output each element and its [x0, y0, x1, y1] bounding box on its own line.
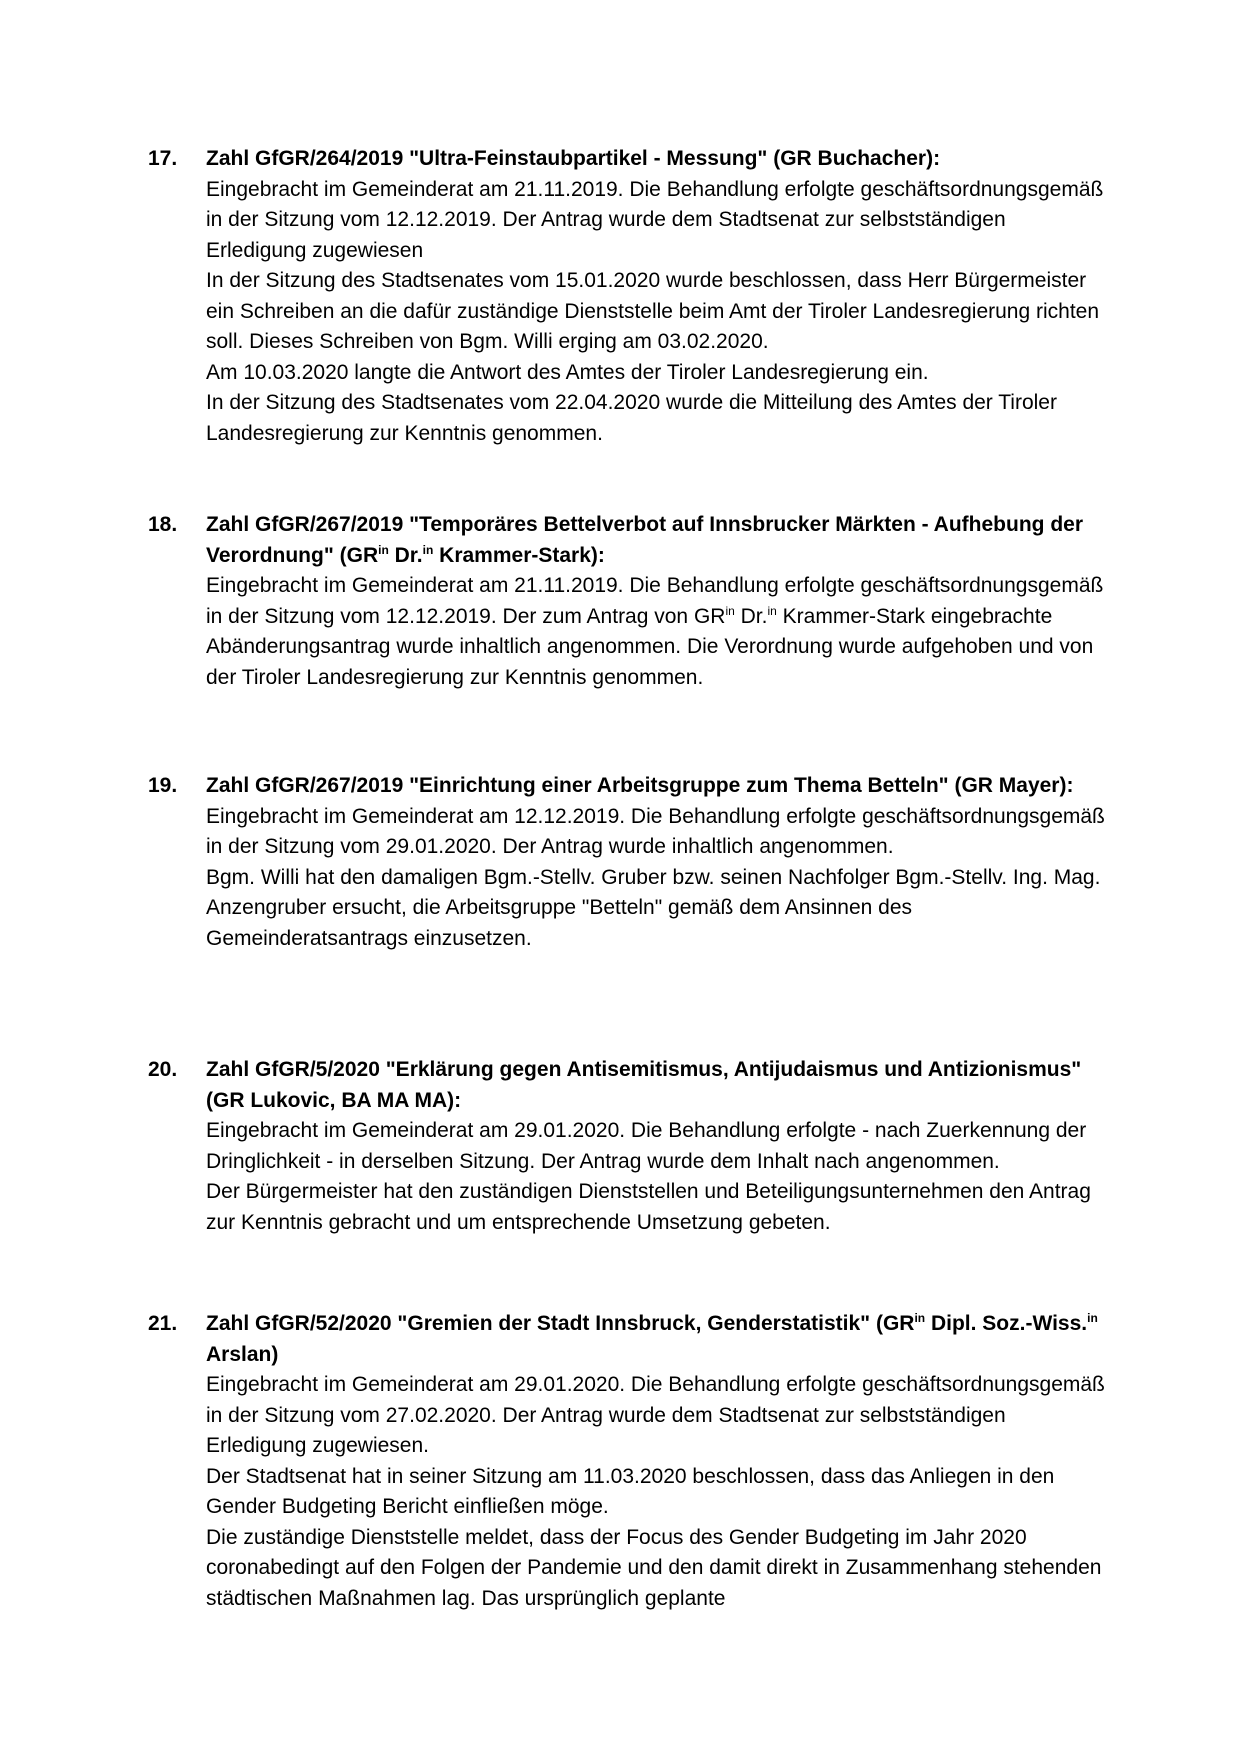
agenda-item-21 [148, 1309, 1108, 1614]
item-content [206, 1055, 1108, 1238]
item-title: Zahl GfGR/267/2019 "Temporäres Bettelverbot auf Innsbrucker Märkten - Aufhebung der Verordnung" ($GR^{in}$ Dr.$^{in}$ Krammer-Stark): [206, 513, 1083, 567]
item-content [206, 144, 1108, 449]
item-paragraph: Eingebracht im Gemeinderat am 29.01.2020. Die Behandlung erfolgte geschäftsordnungsgemäß in der Sitzung vom 27.02.2020. Der Antrag wurde dem Stadtsenat zur selbstständigen Erledigung zugewiesen. [206, 1373, 1105, 1457]
agenda-item-20 [148, 1055, 1108, 1238]
item-paragraph: Am 10.03.2020 langte die Antwort des Amtes der Tiroler Landesregierung ein. [206, 360, 929, 384]
agenda-item-17 [148, 144, 1108, 449]
item-content [206, 771, 1108, 954]
item-paragraph: Eingebracht im Gemeinderat am 29.01.2020. Die Behandlung erfolgte - nach Zuerkennung der Dringlichkeit - in derselben Sitzung. Der Antrag wurde dem Inhalt nach angenommen. [206, 1119, 1087, 1173]
item-paragraph: Der Stadtsenat hat in seiner Sitzung am 11.03.2020 beschlossen, dass das Anliegen in den Gender Budgeting Bericht einfließen möge. [206, 1464, 1055, 1518]
item-number: 21. [148, 1312, 178, 1335]
item-paragraph: Die zuständige Dienststelle meldet, dass der Focus des Gender Budgeting im Jahr 2020 coronabedingt auf den Folgen der Pandemie und den damit direkt in Zusammenhang stehenden städtischen Maßnahmen lag. Das ursprünglich geplante [206, 1525, 1102, 1610]
item-number: 19. [148, 774, 178, 797]
item-paragraph: Bgm. Willi hat den damaligen Bgm.-Stellv. Gruber bzw. seinen Nachfolger Bgm.-Stellv. Ing. Mag. Anzengruber ersucht, die Arbeitsgruppe "Betteln" gemäß dem Ansinnen des Gemeinderatsantrags einzusetzen. [206, 865, 1101, 950]
agenda-item-19 [148, 771, 1108, 954]
item-number: 18. [148, 513, 178, 536]
item-number: 20. [148, 1058, 178, 1081]
item-title: Zahl GfGR/5/2020 "Erklärung gegen Antisemitismus, Antijudaismus und Antizionismus" (GR Lukovic, BA MA MA): [206, 1058, 1082, 1112]
item-number: 17. [148, 147, 178, 170]
item-content [206, 510, 1108, 693]
item-title: Zahl GfGR/52/2020 "Gremien der Stadt Innsbruck, Genderstatistik" ($GR^{in}$ Dipl. Soz.-Wiss.$^{in}$ Arslan) [206, 1311, 1098, 1366]
item-paragraph: Der Bürgermeister hat den zuständigen Dienststellen und Beteiligungsunternehmen den Antrag zur Kenntnis gebracht und um entsprechende Umsetzung gebeten. [206, 1180, 1091, 1234]
agenda-item-18 [148, 510, 1108, 693]
item-title: Zahl GfGR/264/2019 "Ultra-Feinstaubpartikel - Messung" (GR Buchacher): [206, 147, 941, 170]
item-content [206, 1309, 1108, 1614]
item-paragraph: Eingebracht im Gemeinderat am 21.11.2019. Die Behandlung erfolgte geschäftsordnungsgemäß in der Sitzung vom 12.12.2019. Der zum Antrag von $GR^{in}$ Dr.$^{in}$ Krammer-Stark eingebrachte Abänderungsantrag wurde inhaltlich angenommen. Die Verordnung wurde aufgehoben und von der Tiroler Landesregierung zur Kenntnis genommen. [206, 574, 1104, 689]
item-paragraph: Eingebracht im Gemeinderat am 12.12.2019. Die Behandlung erfolgte geschäftsordnungsgemäß in der Sitzung vom 29.01.2020. Der Antrag wurde inhaltlich angenommen. [206, 804, 1105, 858]
item-title: Zahl GfGR/267/2019 "Einrichtung einer Arbeitsgruppe zum Thema Betteln" (GR Mayer): [206, 774, 1074, 797]
item-paragraph: In der Sitzung des Stadtsenates vom 15.01.2020 wurde beschlossen, dass Herr Bürgermeister ein Schreiben an die dafür zuständige Dienststelle beim Amt der Tiroler Landesregierung richten soll. Dieses Schreiben von Bgm. Willi erging am 03.02.2020. [206, 269, 1100, 353]
item-paragraph: Eingebracht im Gemeinderat am 21.11.2019. Die Behandlung erfolgte geschäftsordnungsgemäß in der Sitzung vom 12.12.2019. Der Antrag wurde dem Stadtsenat zur selbstständigen Erledigung zugewiesen [206, 177, 1104, 262]
item-paragraph: In der Sitzung des Stadtsenates vom 22.04.2020 wurde die Mitteilung des Amtes der Tiroler Landesregierung zur Kenntnis genommen. [206, 391, 1057, 445]
